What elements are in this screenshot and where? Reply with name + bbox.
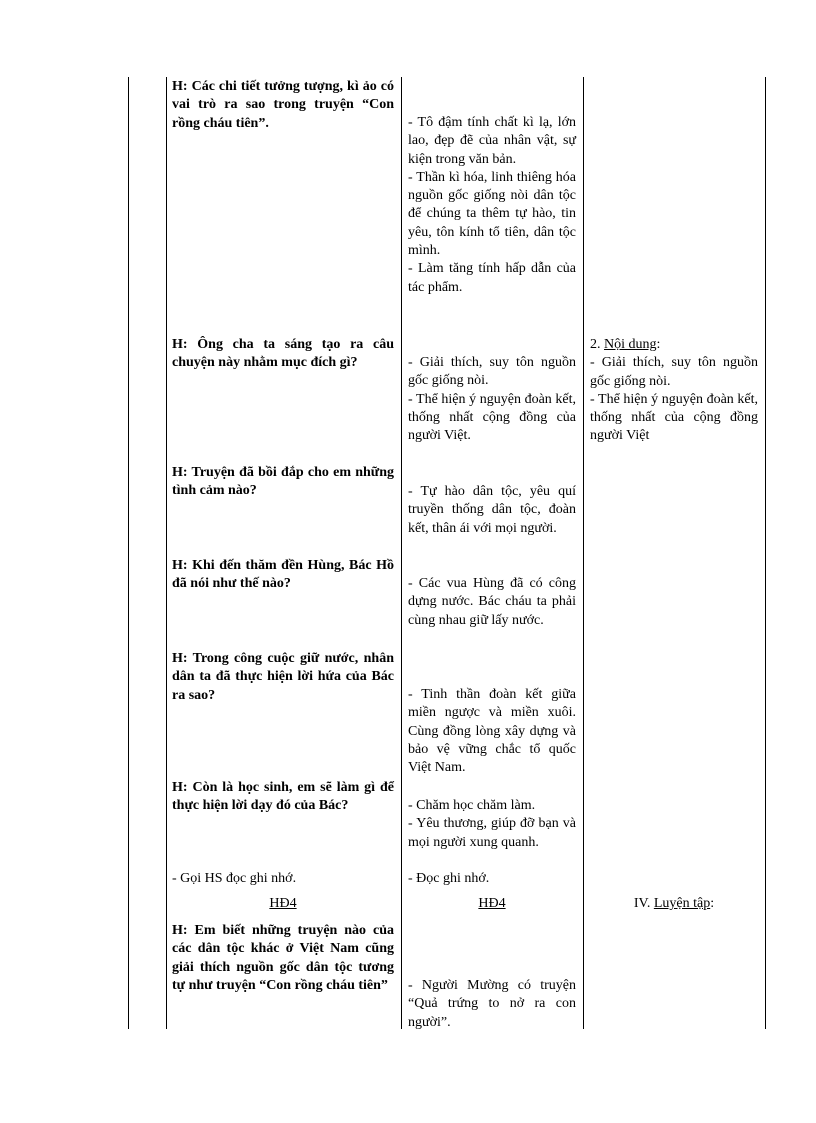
question-1: H: Các chi tiết tưởng tượng, kì ảo có vai trò ra sao trong truyện “Con rồng cháu tiên”.: [172, 79, 394, 131]
table-border-left: [128, 77, 129, 1029]
answer-2-line-2: - Thể hiện ý nguyện đoàn kết, thống nhất cộng đồng của người Việt.: [408, 391, 576, 444]
table-border-right: [765, 77, 766, 1029]
teacher-note: - Gọi HS đọc ghi nhớ.: [172, 871, 297, 886]
question-7: H: Em biết những truyện nào của các dân tộc khác ở Việt Nam cũng giải thích nguồn gốc dân tộc tương tự như truyện “Con rồng cháu tiên”: [172, 923, 394, 993]
answer-1-line-2: - Thần kì hóa, linh thiêng hóa nguồn gốc giống nòi dân tộc để chúng ta thêm tự hào, tin yêu, tôn kính tổ tiên, dân tộc mình.: [408, 169, 576, 259]
hd4-label-col2: HĐ4: [478, 896, 506, 911]
table-border-col1: [166, 77, 167, 1029]
note-section-4-num: IV.: [633, 896, 654, 911]
answer-1-line-3: - Làm tăng tính hấp dẫn của tác phẩm.: [408, 261, 576, 295]
answer-1-line-1: - Tô đậm tính chất kì lạ, lớn lao, đẹp đẽ của nhân vật, sự kiện trong văn bản.: [408, 115, 576, 167]
answer-6: [408, 797, 576, 852]
note-section-2-num: 2.: [590, 337, 604, 352]
hd4-label-col1: HĐ4: [269, 896, 297, 911]
note-line-1: - Giải thích, suy tôn nguồn gốc giống nòi.: [590, 355, 758, 389]
answer-2: [408, 354, 576, 445]
answer-4: - Các vua Hùng đã có công dựng nước. Bác cháu ta phải cùng nhau giữ lấy nước.: [408, 576, 576, 628]
answer-6-line-1: - Chăm học chăm làm.: [408, 798, 536, 813]
answer-5: - Tinh thần đoàn kết giữa miền ngược và miền xuôi. Cùng đồng lòng xây dựng và bảo vệ vững chắc tổ quốc Việt Nam.: [408, 687, 576, 776]
note-line-2: - Thể hiện ý nguyện đoàn kết, thống nhất của cộng đồng người Việt: [590, 391, 758, 444]
answer-2-line-1: - Giải thích, suy tôn nguồn gốc giống nòi.: [408, 355, 576, 389]
table-border-col2: [401, 77, 402, 1029]
answer-8: - Người Mường có truyện “Quả trứng to nở ra con người”.: [408, 978, 576, 1030]
note-section-2-colon: :: [656, 337, 661, 352]
question-5: H: Trong công cuộc giữ nước, nhân dân ta đã thực hiện lời hứa của Bác ra sao?: [172, 651, 394, 703]
answer-6-line-2: - Yêu thương, giúp đỡ bạn và mọi người xung quanh.: [408, 816, 576, 850]
question-4: H: Khi đến thăm đền Hùng, Bác Hồ đã nói như thế nào?: [172, 558, 394, 592]
answer-7: - Đọc ghi nhớ.: [408, 871, 490, 886]
answer-1: [408, 114, 576, 297]
answer-3: - Tự hào dân tộc, yêu quí truyền thống dân tộc, đoàn kết, thân ái với mọi người.: [408, 484, 576, 536]
question-3: H: Truyện đã bồi đắp cho em những tình cảm nào?: [172, 465, 394, 499]
note-section-4: [590, 895, 758, 913]
note-section-2-title: Nội dung: [604, 337, 657, 352]
table-border-col3: [583, 77, 584, 1029]
note-section-4-title: Luyện tập: [653, 896, 711, 911]
question-2: H: Ông cha ta sáng tạo ra câu chuyện này nhằm mục đích gì?: [172, 337, 394, 371]
note-section-4-colon: :: [710, 896, 715, 911]
note-section-2-heading: [590, 336, 758, 354]
note-section-2: [590, 336, 758, 446]
question-6: H: Còn là học sinh, em sẽ làm gì để thực hiện lời dạy đó của Bác?: [172, 780, 394, 814]
